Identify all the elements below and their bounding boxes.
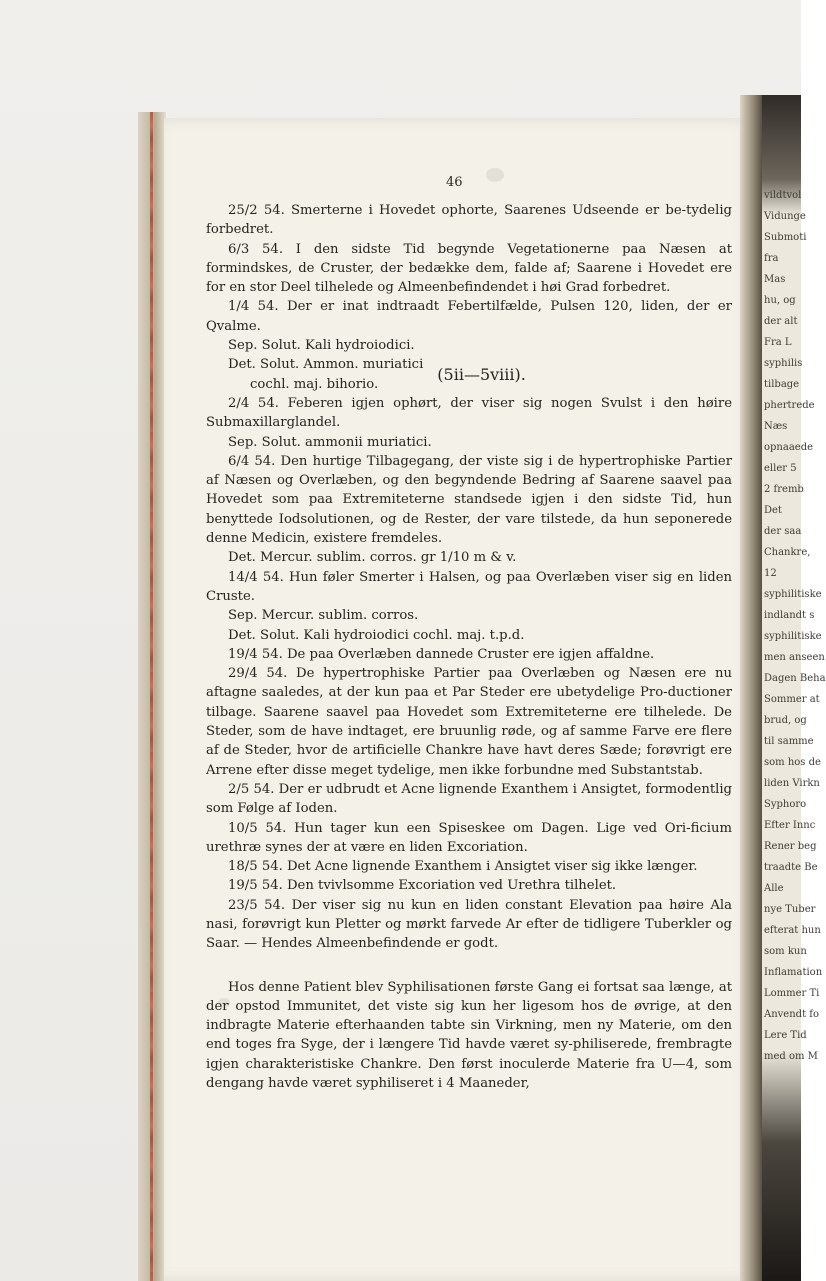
adjacent-page-fragment: Anvendt fo: [764, 1009, 819, 1020]
entry-text: 54. De paa Overlæben dannede Cruster ere igjen affaldne.: [257, 646, 655, 662]
entry-text: 54. Hun føler Smerter i Halsen, og paa Overlæben viser sig en liden Cruste.: [206, 569, 732, 604]
prescription-line: Sep. Solut. ammonii muriatici.: [228, 434, 432, 450]
adjacent-page-fragment: tilbage: [764, 379, 800, 390]
adjacent-page-fragment: Rener beg: [764, 841, 817, 852]
entry-text: 54. Den tvivlsomme Excoriation ved Urethra tilhelet.: [257, 878, 617, 894]
adjacent-page-fragment: nye Tuber: [764, 904, 816, 915]
adjacent-page-fragment: syphilis: [764, 358, 803, 369]
adjacent-page-fragment: Vidunge: [764, 211, 806, 222]
page-body-text: [206, 201, 732, 1093]
entry-text: 54. Der viser sig nu kun en liden constant Elevation paa høire Ala nasi, forøvrigt kun Pletter og mørkt farvede Ar efter de tidligere Tuberkler og Saar. — Hendes Almeenbefindende er godt.: [206, 897, 732, 952]
adjacent-page-shadow-bottom: [762, 1051, 818, 1281]
entry-text: 54. Der er inat indtraadt Febertilfælde, Pulsen 120, liden, der er Qvalme.: [206, 299, 732, 334]
entry-date: 19/5: [228, 878, 258, 894]
entry-text: 54. Smerterne i Hovedet ophorte, Saarenes Udseende er be-tydelig forbedret.: [206, 203, 732, 238]
entry-date: 10/5: [228, 820, 258, 836]
adjacent-page-fragment: Alle: [764, 883, 784, 894]
adjacent-page-fragment: syphilitiske: [764, 589, 822, 600]
prescription-line: Det. Mercur. sublim. corros. gr 1/10 m & v.: [228, 550, 517, 566]
entry-date: 19/4: [228, 646, 258, 662]
entry-text: 54. Det Acne lignende Exanthem i Ansigtet viser sig ikke længer.: [257, 859, 698, 875]
entry-date: 6/4: [228, 453, 250, 469]
entry-text: 54. Feberen igjen ophørt, der viser sig nogen Svulst i den høire Submaxillarglandel.: [206, 395, 732, 431]
page-number: 46: [446, 175, 463, 190]
adjacent-page-fragment: eller 5: [764, 463, 797, 474]
prescription-line: Det. Solut. Kali hydroiodici cochl. maj. t.p.d.: [228, 627, 525, 643]
adjacent-page-fragment: Efter Innc: [764, 820, 816, 831]
adjacent-page-fragment: vildtvol: [764, 190, 802, 201]
dated-entry: [206, 780, 732, 819]
adjacent-page-fragment: opnaaede: [764, 442, 814, 453]
entry-text: 54. Der er udbrudt et Acne lignende Exanthem i Ansigtet, formodentlig som Følge af Ioden.: [206, 781, 732, 817]
entry-date: 29/4: [228, 666, 258, 682]
adjacent-page-fragment: men anseen: [764, 652, 825, 663]
adjacent-page-fragment: Chankre,: [764, 547, 811, 558]
dated-entry: [206, 857, 732, 876]
adjacent-page-fragment: Dagen Beha: [764, 673, 826, 684]
entry-text: 54. Hun tager kun een Spiseskee om Dagen. Lige ved Ori-ficium urethræ synes der at være en liden Excoriation.: [206, 820, 732, 855]
entry-date: 2/4: [228, 395, 250, 411]
entry-date: 2/5: [228, 781, 250, 797]
prescription-line: cochl. maj. bihorio.: [250, 376, 379, 392]
adjacent-page-fragment: Sommer at: [764, 694, 820, 705]
entry-date: 1/4: [228, 299, 250, 315]
paper-spot: [486, 168, 504, 182]
adjacent-page-fragment: liden Virkn: [764, 778, 820, 789]
adjacent-page-fragment: med om M: [764, 1051, 818, 1062]
adjacent-page-fragment: Fra L: [764, 337, 792, 348]
adjacent-page-fragment: hu, og: [764, 295, 796, 306]
adjacent-page-fragment: brud, og: [764, 715, 807, 726]
prescription-dose: (5ii—5viii).: [437, 365, 526, 385]
adjacent-page-fragment: Submoti: [764, 232, 807, 243]
dated-entry: [206, 568, 732, 607]
entry-text: 54. I den sidste Tid begynde Vegetationerne paa Næsen at formindskes, de Cruster, der bedække dem, falde af; Saarene i Hovedet ere for en stor Deel tilhelede og Almeenbefindendet i høi Grad forbedret.: [206, 241, 732, 296]
dated-entry: [206, 664, 732, 780]
adjacent-page-fragment: indlandt s: [764, 610, 815, 621]
adjacent-page-fragment: 12: [764, 568, 777, 579]
adjacent-page-fragment: phertrede: [764, 400, 815, 411]
dated-entry: [206, 896, 732, 954]
dated-entry: [206, 201, 732, 240]
adjacent-page-fragment: efterat hun: [764, 925, 821, 936]
book-edge: [138, 112, 166, 1281]
adjacent-page-fragment: der saa: [764, 526, 802, 537]
adjacent-page-fragment: som kun: [764, 946, 807, 957]
prescription-line: Det. Solut. Ammon. muriatici: [228, 357, 424, 373]
adjacent-page-fragment: som hos de: [764, 757, 821, 768]
dated-entry: [206, 240, 732, 298]
entry-date: 25/2: [228, 203, 258, 218]
adjacent-page-fragment: der alt: [764, 316, 798, 327]
closing-paragraph: Hos denne Patient blev Syphilisationen første Gang ei fortsat saa længe, at der opstod Immunitet, det viste sig kun her ligesom hos de øvrige, at den indbragte Materie efterhaanden tabte sin Virkning, men ny Materie, om den end toges fra Syge, der i længere Tid havde været sy-philiserede, frembragte igjen charakteristiske Chankre. Den først inoculerde Materie fra U—4, som dengang havde været syphiliseret i 4 Maaneder,: [206, 979, 732, 1092]
adjacent-page-fragment: Næs: [764, 421, 788, 432]
adjacent-page-fragment: Lere Tid: [764, 1030, 807, 1041]
dated-entry: [206, 819, 732, 858]
entry-text: 54. De hypertrophiske Partier paa Overlæben og Næsen ere nu aftagne saaledes, at der kun paa et Par Steder ere ubetydelige Pro-ductioner tilbage. Saarene saavel paa Hovedet som Extremiteterne ere tilhelede. De Steder, som de have indtaget, ere bruunlig røde, og af samme Farve ere flere af de Steder, hvor de artificielle Chankre have havt deres Sæde; forøvrigt ere Arrene efter disse meget tydelige, men ikke forbundne med Substantstab.: [206, 666, 732, 778]
entry-date: 14/4: [228, 569, 258, 585]
adjacent-page-fragment: Inflamation: [764, 967, 823, 978]
prescription-block: [206, 355, 732, 394]
prescription-line: Sep. Solut. Kali hydroiodici.: [228, 338, 415, 354]
prescription-line: Sep. Mercur. sublim. corros.: [228, 608, 419, 624]
entry-text: 54. Den hurtige Tilbagegang, der viste sig i de hypertrophiske Partier af Næsen og Overlæben, og den begyndende Bedring af Saarene saavel paa Hovedet som paa Extremiteterne standsede igjen i den sidste Tid, hun benyttede Iodsolutionen, og de Rester, der vare tilstede, da hun seponerede denne Medicin, existere fremdeles.: [206, 453, 732, 547]
dated-entry: [206, 394, 732, 433]
adjacent-page-fragment: syphilitiske: [764, 631, 822, 642]
adjacent-page: [762, 95, 826, 1281]
adjacent-page-fragment: 2 fremb: [764, 484, 804, 495]
adjacent-page-fragment: fra: [764, 253, 779, 264]
dated-entry: [206, 876, 732, 895]
entry-date: 23/5: [228, 897, 258, 913]
adjacent-page-fragment: Mas: [764, 274, 786, 285]
entry-date: 6/3: [228, 241, 250, 257]
adjacent-page-fragment: til samme: [764, 736, 814, 747]
dated-entry: [206, 645, 732, 664]
dated-entry: [206, 452, 732, 548]
adjacent-page-fragment: Lommer Ti: [764, 988, 820, 999]
dated-entry: [206, 297, 732, 336]
adjacent-page-fragment: Det: [764, 505, 782, 516]
adjacent-page-fragment: traadte Be: [764, 862, 818, 873]
adjacent-page-fragment: Syphoro: [764, 799, 807, 810]
entry-date: 18/5: [228, 859, 258, 875]
